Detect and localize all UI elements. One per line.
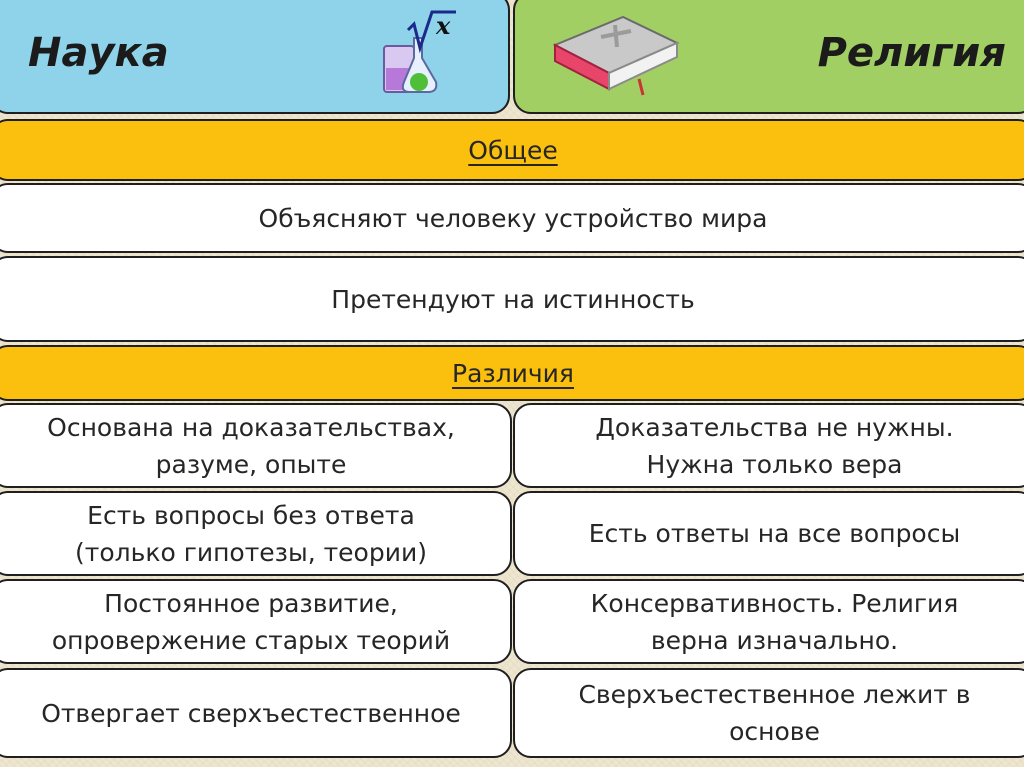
bible-book-icon [545, 9, 685, 97]
religion-difference-3: Консервативность. Религия верна изначально. [513, 579, 1024, 664]
science-difference-3: Постоянное развитие, опровержение старых теорий [0, 579, 512, 664]
svg-text:x: x [436, 11, 451, 40]
flask-formula-icon [378, 8, 460, 98]
religion-difference-4: Сверхъестественное лежит в основе [513, 668, 1024, 758]
science-header [0, 0, 510, 114]
common-item-1: Объясняют человеку устройство мира [0, 183, 1024, 253]
differences-section-title: Различия [0, 345, 1024, 401]
religion-header [513, 0, 1024, 114]
science-difference-1: Основана на доказательствах, разуме, опыте [0, 403, 512, 488]
science-title: Наука [28, 29, 169, 76]
common-section-title: Общее [0, 119, 1024, 181]
common-item-2: Претендуют на истинность [0, 256, 1024, 342]
science-difference-2: Есть вопросы без ответа (только гипотезы, теории) [0, 491, 512, 576]
religion-difference-2: Есть ответы на все вопросы [513, 491, 1024, 576]
science-difference-4: Отвергает сверхъестественное [0, 668, 512, 758]
religion-title: Религия [817, 29, 1006, 76]
religion-difference-1: Доказательства не нужны. Нужна только вера [513, 403, 1024, 488]
